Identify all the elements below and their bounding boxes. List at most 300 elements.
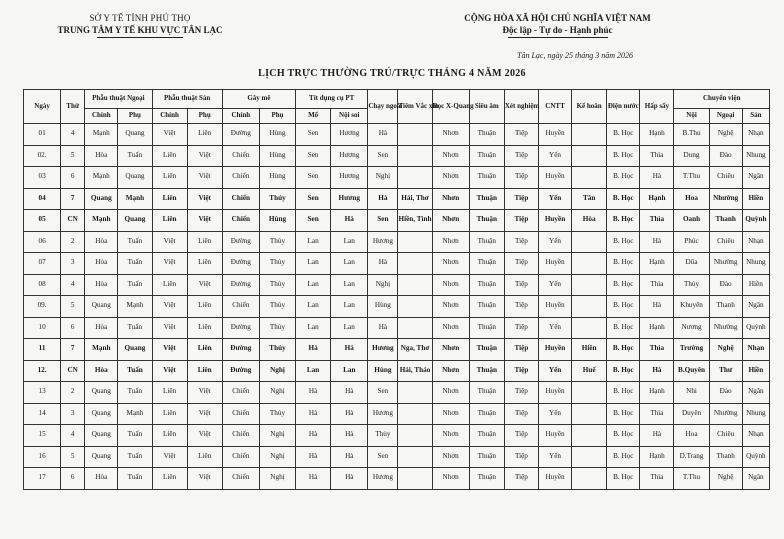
table-cell: Nương	[674, 317, 709, 339]
cell-ngay: 15	[24, 425, 61, 447]
table-cell	[572, 145, 607, 167]
table-cell: Sen	[368, 145, 398, 167]
table-cell: Hạnh	[640, 124, 674, 146]
table-cell: Chiêu	[709, 231, 742, 253]
table-cell: B. Học	[607, 274, 640, 296]
table-cell: Liên	[152, 425, 187, 447]
col-tiem-vac-xin: Tiêm Vắc xin	[398, 90, 432, 124]
table-cell: Quỳnh	[742, 210, 769, 232]
table-cell: Hùng	[368, 360, 398, 382]
table-cell: Mạnh	[118, 296, 152, 318]
cell-thu: 4	[61, 425, 85, 447]
table-cell: Thuận	[469, 124, 504, 146]
table-cell: Hùng	[259, 210, 295, 232]
table-cell: Tuấn	[118, 425, 152, 447]
table-cell: B. Học	[607, 360, 640, 382]
table-cell: Thuận	[469, 339, 504, 361]
table-cell: Liên	[152, 468, 187, 490]
table-cell	[572, 296, 607, 318]
table-cell: Huyền	[538, 210, 571, 232]
table-cell: Nghệ	[709, 468, 742, 490]
table-cell: Tuấn	[118, 468, 152, 490]
table-cell: Thanh	[709, 446, 742, 468]
table-cell: Nhạn	[742, 124, 769, 146]
table-cell: Hà	[368, 124, 398, 146]
table-cell: Thuận	[469, 231, 504, 253]
cell-thu: 2	[61, 382, 85, 404]
table-cell: Hòa	[85, 231, 118, 253]
table-cell: Nhơn	[432, 425, 469, 447]
table-cell: B. Học	[607, 124, 640, 146]
table-cell: Yến	[538, 188, 571, 210]
table-cell: Tuấn	[118, 382, 152, 404]
table-cell: Khuyên	[674, 296, 709, 318]
table-row	[24, 253, 770, 275]
table-cell: Liên	[187, 124, 222, 146]
table-cell: Sen	[368, 210, 398, 232]
table-cell: Lan	[331, 296, 368, 318]
table-cell: Liên	[152, 403, 187, 425]
table-row	[24, 274, 770, 296]
table-cell: Mạnh	[118, 188, 152, 210]
cell-ngay: 13	[24, 382, 61, 404]
table-cell: Quỳnh	[742, 317, 769, 339]
table-cell: Liên	[187, 360, 222, 382]
table-cell: Quỳnh	[742, 446, 769, 468]
table-cell: Hạnh	[640, 382, 674, 404]
table-cell: Lan	[296, 253, 331, 275]
table-cell: Lan	[331, 253, 368, 275]
table-cell: Thủy	[259, 403, 295, 425]
table-cell: B. Học	[607, 446, 640, 468]
table-cell: Phúc	[674, 231, 709, 253]
table-cell: Thủy	[368, 425, 398, 447]
table-cell: Dũa	[674, 253, 709, 275]
table-cell: Lan	[331, 317, 368, 339]
table-cell	[572, 167, 607, 189]
table-cell	[572, 382, 607, 404]
cell-thu: CN	[61, 210, 85, 232]
table-cell	[398, 274, 432, 296]
cell-thu: 3	[61, 253, 85, 275]
table-cell: Nhạn	[742, 231, 769, 253]
table-row	[24, 188, 770, 210]
table-cell: Nhơn	[432, 253, 469, 275]
table-cell: Hà	[640, 167, 674, 189]
table-cell: Đường	[222, 339, 259, 361]
issue-date: Tân Lạc, ngày 25 tháng 3 năm 2026	[517, 51, 633, 60]
col-pt-san: Phẫu thuật Sản	[152, 90, 222, 109]
table-cell: Việt	[152, 317, 187, 339]
table-cell: Hà	[331, 468, 368, 490]
cell-ngay: 17	[24, 468, 61, 490]
table-cell: Huyền	[538, 339, 571, 361]
table-cell: Nhơn	[432, 403, 469, 425]
table-cell: Thuận	[469, 188, 504, 210]
table-cell: Nhơn	[432, 360, 469, 382]
table-cell: Hòa	[85, 274, 118, 296]
table-cell: Hòa	[572, 210, 607, 232]
col-tit-dung-cu: Tít dụng cụ PT	[296, 90, 368, 109]
table-cell: Thủy	[259, 296, 295, 318]
table-row	[24, 145, 770, 167]
table-cell: Nhạn	[742, 339, 769, 361]
table-cell	[398, 382, 432, 404]
table-cell: Tiệp	[504, 360, 538, 382]
table-cell: Nhơn	[432, 167, 469, 189]
table-cell: Việt	[187, 167, 222, 189]
department-name: SỞ Y TẾ TỈNH PHÚ THỌ	[89, 13, 191, 23]
table-cell: Tiệp	[504, 231, 538, 253]
table-cell: Thư	[709, 360, 742, 382]
table-cell: Việt	[152, 124, 187, 146]
cell-ngay: 12.	[24, 360, 61, 382]
table-cell: B. Học	[607, 231, 640, 253]
table-cell: Nhường	[709, 188, 742, 210]
table-cell: Mạnh	[85, 210, 118, 232]
table-cell: Ngân	[742, 296, 769, 318]
cell-thu: 6	[61, 468, 85, 490]
table-cell: Nhung	[742, 253, 769, 275]
table-cell: Thuận	[469, 167, 504, 189]
table-cell: D.Trang	[674, 446, 709, 468]
table-row	[24, 124, 770, 146]
table-cell: Nhơn	[432, 468, 469, 490]
table-cell: Mạnh	[85, 124, 118, 146]
table-cell: Việt	[152, 446, 187, 468]
table-cell: Tiệp	[504, 296, 538, 318]
table-cell: Quang	[85, 425, 118, 447]
table-cell: T.Thu	[674, 167, 709, 189]
table-cell: Hiền	[742, 274, 769, 296]
table-cell: Tiệp	[504, 124, 538, 146]
table-cell: Tiệp	[504, 145, 538, 167]
table-cell: Thuận	[469, 145, 504, 167]
table-cell: Hương	[331, 124, 368, 146]
table-cell: Thủy	[259, 317, 295, 339]
table-cell: Liên	[152, 210, 187, 232]
table-cell: B. Học	[607, 317, 640, 339]
table-cell: Hà	[296, 425, 331, 447]
table-cell: Việt	[187, 468, 222, 490]
table-cell: Hà	[331, 403, 368, 425]
table-cell: Nhơn	[432, 188, 469, 210]
table-cell	[572, 425, 607, 447]
table-cell: Việt	[187, 382, 222, 404]
table-cell: Huế	[572, 360, 607, 382]
table-cell: Liên	[152, 145, 187, 167]
table-row	[24, 339, 770, 361]
table-cell: Thuận	[469, 210, 504, 232]
table-cell: Thủy	[674, 274, 709, 296]
cell-ngay: 06	[24, 231, 61, 253]
col-sieu-am: Siêu âm	[469, 90, 504, 124]
table-cell: Nhơn	[432, 446, 469, 468]
table-cell: Oanh	[674, 210, 709, 232]
table-cell: Quang	[85, 382, 118, 404]
table-cell	[398, 425, 432, 447]
table-cell: B. Học	[607, 339, 640, 361]
table-cell: Việt	[187, 274, 222, 296]
sub-mo: Mổ	[296, 109, 331, 124]
table-cell: Hương	[368, 231, 398, 253]
cell-ngay: 11	[24, 339, 61, 361]
table-cell: Tuấn	[118, 231, 152, 253]
sub-chinh: Chính	[152, 109, 187, 124]
table-cell: Đường	[222, 317, 259, 339]
table-cell: Nghệ	[709, 124, 742, 146]
table-cell: Đường	[222, 124, 259, 146]
table-row	[24, 231, 770, 253]
table-cell: Liên	[187, 296, 222, 318]
col-chuyen-vien: Chuyển viện	[674, 90, 770, 109]
table-cell: Sen	[296, 188, 331, 210]
table-cell: Yến	[538, 145, 571, 167]
national-title: CỘNG HÒA XÃ HỘI CHỦ NGHĨA VIỆT NAM	[464, 13, 651, 23]
col-ngay: Ngày	[24, 90, 61, 124]
table-cell: Tiệp	[504, 339, 538, 361]
table-cell: Tiệp	[504, 167, 538, 189]
table-cell: Lan	[296, 274, 331, 296]
table-cell: Việt	[152, 231, 187, 253]
table-cell: B. Học	[607, 296, 640, 318]
table-cell: B. Học	[607, 253, 640, 275]
table-cell: Ngân	[742, 382, 769, 404]
table-cell: Dung	[674, 145, 709, 167]
table-cell: Hạnh	[640, 317, 674, 339]
table-cell: Hương	[331, 145, 368, 167]
table-cell: Quang	[118, 124, 152, 146]
table-cell: Đào	[709, 145, 742, 167]
table-cell: Chiến	[222, 296, 259, 318]
table-row	[24, 468, 770, 490]
table-cell: B.Quyên	[674, 360, 709, 382]
table-row	[24, 360, 770, 382]
table-cell: Hà	[640, 296, 674, 318]
table-cell: Thuận	[469, 468, 504, 490]
table-cell: Việt	[152, 339, 187, 361]
table-cell	[572, 446, 607, 468]
table-cell: Nhi	[674, 382, 709, 404]
table-cell: Hòa	[85, 360, 118, 382]
table-cell: Tuấn	[118, 317, 152, 339]
table-cell: Hạnh	[640, 446, 674, 468]
table-cell: Yến	[538, 274, 571, 296]
table-cell: Chiến	[222, 468, 259, 490]
sub-ngoai: Ngoại	[709, 109, 742, 124]
table-cell: Lan	[296, 296, 331, 318]
table-cell: Hà	[331, 210, 368, 232]
table-cell: B.Thu	[674, 124, 709, 146]
table-cell: Quang	[85, 188, 118, 210]
table-cell: Việt	[152, 360, 187, 382]
table-cell: B. Học	[607, 382, 640, 404]
table-cell	[398, 403, 432, 425]
national-motto: Độc lập - Tự do - Hạnh phúc	[502, 25, 613, 35]
table-cell: B. Học	[607, 145, 640, 167]
table-cell: Quang	[85, 403, 118, 425]
table-cell: Tiệp	[504, 188, 538, 210]
table-row	[24, 296, 770, 318]
table-cell: Tiệp	[504, 317, 538, 339]
cell-ngay: 04	[24, 188, 61, 210]
table-cell: Thanh	[709, 296, 742, 318]
table-cell: B. Học	[607, 403, 640, 425]
table-cell: Nghị	[259, 360, 295, 382]
table-cell: Huyền	[538, 167, 571, 189]
table-cell: Liên	[187, 253, 222, 275]
table-cell: Liên	[187, 339, 222, 361]
table-cell: Nhường	[709, 253, 742, 275]
table-cell: Thuận	[469, 403, 504, 425]
issuer-header	[40, 13, 240, 38]
table-cell: Hương	[331, 188, 368, 210]
national-header	[450, 13, 665, 38]
table-cell: Đường	[222, 231, 259, 253]
table-cell: Huyền	[538, 468, 571, 490]
cell-ngay: 03	[24, 167, 61, 189]
sub-phu: Phụ	[259, 109, 295, 124]
table-cell: Huyền	[538, 253, 571, 275]
col-doc-xquang: Đọc X-Quang	[432, 90, 469, 124]
cell-ngay: 07	[24, 253, 61, 275]
table-cell: Nghị	[259, 425, 295, 447]
sub-san: Sản	[742, 109, 769, 124]
table-cell: Việt	[187, 210, 222, 232]
table-cell: Nhơn	[432, 145, 469, 167]
table-cell: Thuận	[469, 274, 504, 296]
table-cell: Chiến	[222, 167, 259, 189]
table-cell: Liên	[152, 274, 187, 296]
table-cell: Yến	[538, 360, 571, 382]
col-pt-ngoai: Phẫu thuật Ngoại	[85, 90, 152, 109]
table-cell: Đào	[709, 382, 742, 404]
table-cell: Liên	[187, 231, 222, 253]
cell-ngay: 14	[24, 403, 61, 425]
table-cell	[572, 231, 607, 253]
table-cell: Nhung	[742, 403, 769, 425]
table-cell: Đào	[709, 274, 742, 296]
table-cell: Tiệp	[504, 403, 538, 425]
table-cell: Thanh	[709, 210, 742, 232]
table-cell	[572, 124, 607, 146]
table-cell: Hương	[368, 468, 398, 490]
table-cell: Nghị	[259, 382, 295, 404]
table-cell: Đường	[222, 360, 259, 382]
table-cell: Quang	[118, 339, 152, 361]
table-cell: Thủy	[259, 253, 295, 275]
table-cell: Hùng	[368, 296, 398, 318]
table-cell: Hương	[331, 167, 368, 189]
table-cell: Hải, Thảo	[398, 360, 432, 382]
table-cell: Thuận	[469, 296, 504, 318]
table-cell: Chiến	[222, 188, 259, 210]
table-cell: Sen	[368, 446, 398, 468]
table-row	[24, 425, 770, 447]
table-cell: Hà	[296, 468, 331, 490]
table-cell: Lan	[296, 360, 331, 382]
table-cell: Thủy	[259, 339, 295, 361]
cell-ngay: 10	[24, 317, 61, 339]
table-cell: Chiến	[222, 425, 259, 447]
header-underline	[97, 37, 183, 38]
table-cell: B. Học	[607, 425, 640, 447]
table-cell	[398, 124, 432, 146]
table-cell: Việt	[152, 253, 187, 275]
table-cell: Thìa	[640, 403, 674, 425]
cell-thu: 5	[61, 296, 85, 318]
table-cell: Tiệp	[504, 468, 538, 490]
table-row	[24, 167, 770, 189]
table-cell: Thìa	[640, 210, 674, 232]
table-row	[24, 210, 770, 232]
sub-phu: Phụ	[187, 109, 222, 124]
table-cell: Chiến	[222, 382, 259, 404]
table-cell: Lan	[331, 231, 368, 253]
table-row	[24, 403, 770, 425]
cell-ngay: 16	[24, 446, 61, 468]
col-ke-hoan: Kế hoăn	[572, 90, 607, 124]
table-cell: Liên	[152, 382, 187, 404]
col-xet-nghiem: Xét nghiệm	[504, 90, 538, 124]
table-cell: Việt	[187, 425, 222, 447]
table-cell	[398, 145, 432, 167]
table-cell: T.Thu	[674, 468, 709, 490]
table-cell: Thuận	[469, 253, 504, 275]
table-cell: Sen	[296, 145, 331, 167]
table-cell: Hùng	[259, 145, 295, 167]
table-cell: Nghị	[259, 468, 295, 490]
col-gay-me: Gây mê	[222, 90, 295, 109]
cell-ngay: 08	[24, 274, 61, 296]
cell-thu: 2	[61, 231, 85, 253]
sub-chinh: Chính	[222, 109, 259, 124]
table-cell: Chiến	[222, 403, 259, 425]
table-cell: Tiệp	[504, 274, 538, 296]
motto-underline	[508, 37, 608, 38]
table-cell: Hòa	[85, 145, 118, 167]
document-title: LỊCH TRỰC THƯỜNG TRÚ/TRỰC THÁNG 4 NĂM 2026	[258, 68, 526, 79]
table-cell: Lan	[296, 231, 331, 253]
table-cell: Liên	[152, 188, 187, 210]
table-cell: Nhơn	[432, 231, 469, 253]
table-cell: Tiệp	[504, 253, 538, 275]
table-cell: Yến	[538, 446, 571, 468]
col-chay-ngoai: Chạy ngoài	[368, 90, 398, 124]
table-cell: Quang	[85, 296, 118, 318]
table-cell: Hiền	[742, 360, 769, 382]
cell-ngay: 02.	[24, 145, 61, 167]
table-cell: Tiệp	[504, 210, 538, 232]
table-cell: Thuận	[469, 382, 504, 404]
table-cell: Yến	[538, 231, 571, 253]
table-cell: Việt	[187, 145, 222, 167]
table-cell: Nghị	[368, 274, 398, 296]
cell-thu: 6	[61, 167, 85, 189]
table-cell	[398, 231, 432, 253]
table-cell: Hạnh	[640, 253, 674, 275]
table-cell: Sen	[296, 167, 331, 189]
cell-thu: 6	[61, 317, 85, 339]
table-cell: Hiền	[572, 339, 607, 361]
table-cell: Tuấn	[118, 446, 152, 468]
table-cell: Nhơn	[432, 210, 469, 232]
table-cell: Hà	[331, 446, 368, 468]
table-cell	[398, 167, 432, 189]
table-cell: Tuấn	[118, 145, 152, 167]
cell-thu: 3	[61, 403, 85, 425]
table-cell: Hà	[368, 317, 398, 339]
